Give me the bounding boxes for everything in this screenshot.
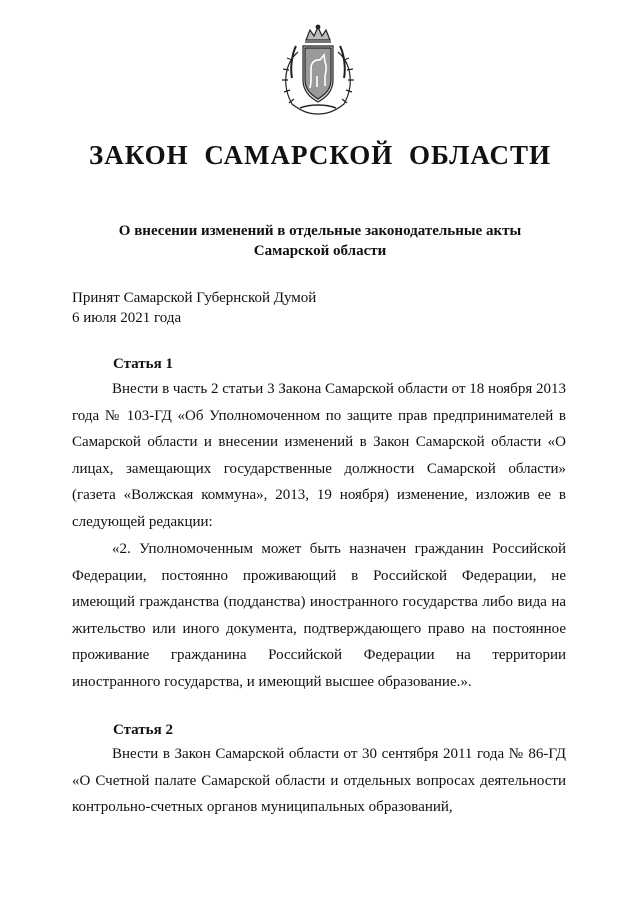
article-1-paragraph-1: Внести в часть 2 статьи 3 Закона Самарской области от 18 ноября 2013 года № 103-ГД «Об Уполномоченном по защите прав предпринимателей в Самарской области и внесении изменений в Закон Самарской области «О лицах, замещающих государственные должности Самарской области» (газета «Волжская коммуна», 2013, 19 ноября) изменение, изложив ее в следующей редакции: <box>72 381 566 530</box>
article-1-heading: Статья 1 <box>113 356 173 372</box>
subtitle-line-1: О внесении изменений в отдельные законодательные акты <box>118 223 522 239</box>
document-title: ЗАКОН САМАРСКОЙ ОБЛАСТИ <box>89 140 551 170</box>
adoption-line-1: Принят Самарской Губернской Думой <box>72 290 317 306</box>
subtitle-line-2: Самарской области <box>253 243 387 259</box>
adoption-line-2: 6 июля 2021 года <box>72 310 182 326</box>
article-2-heading: Статья 2 <box>113 722 173 738</box>
adoption-info <box>72 288 472 328</box>
article-1-paragraph-2: «2. Уполномоченным может быть назначен гражданин Российской Федерации, постоянно проживающий в Российской Федерации, не имеющий гражданства (подданства) иностранного государства либо вида на жительство или иного документа, подтверждающего право на постоянное проживание гражданина Российской Федерации на территории иностранного государства, и имеющий высшее образование.». <box>72 541 566 690</box>
law-subtitle <box>100 221 540 261</box>
coat-of-arms-emblem <box>270 24 366 118</box>
article-2-paragraph-1: Внести в Закон Самарской области от 30 сентября 2011 года № 86-ГД «О Счетной палате Самарской области и отдельных вопросах деятельности контрольно-счетных органов муниципальных образований, <box>72 746 566 816</box>
